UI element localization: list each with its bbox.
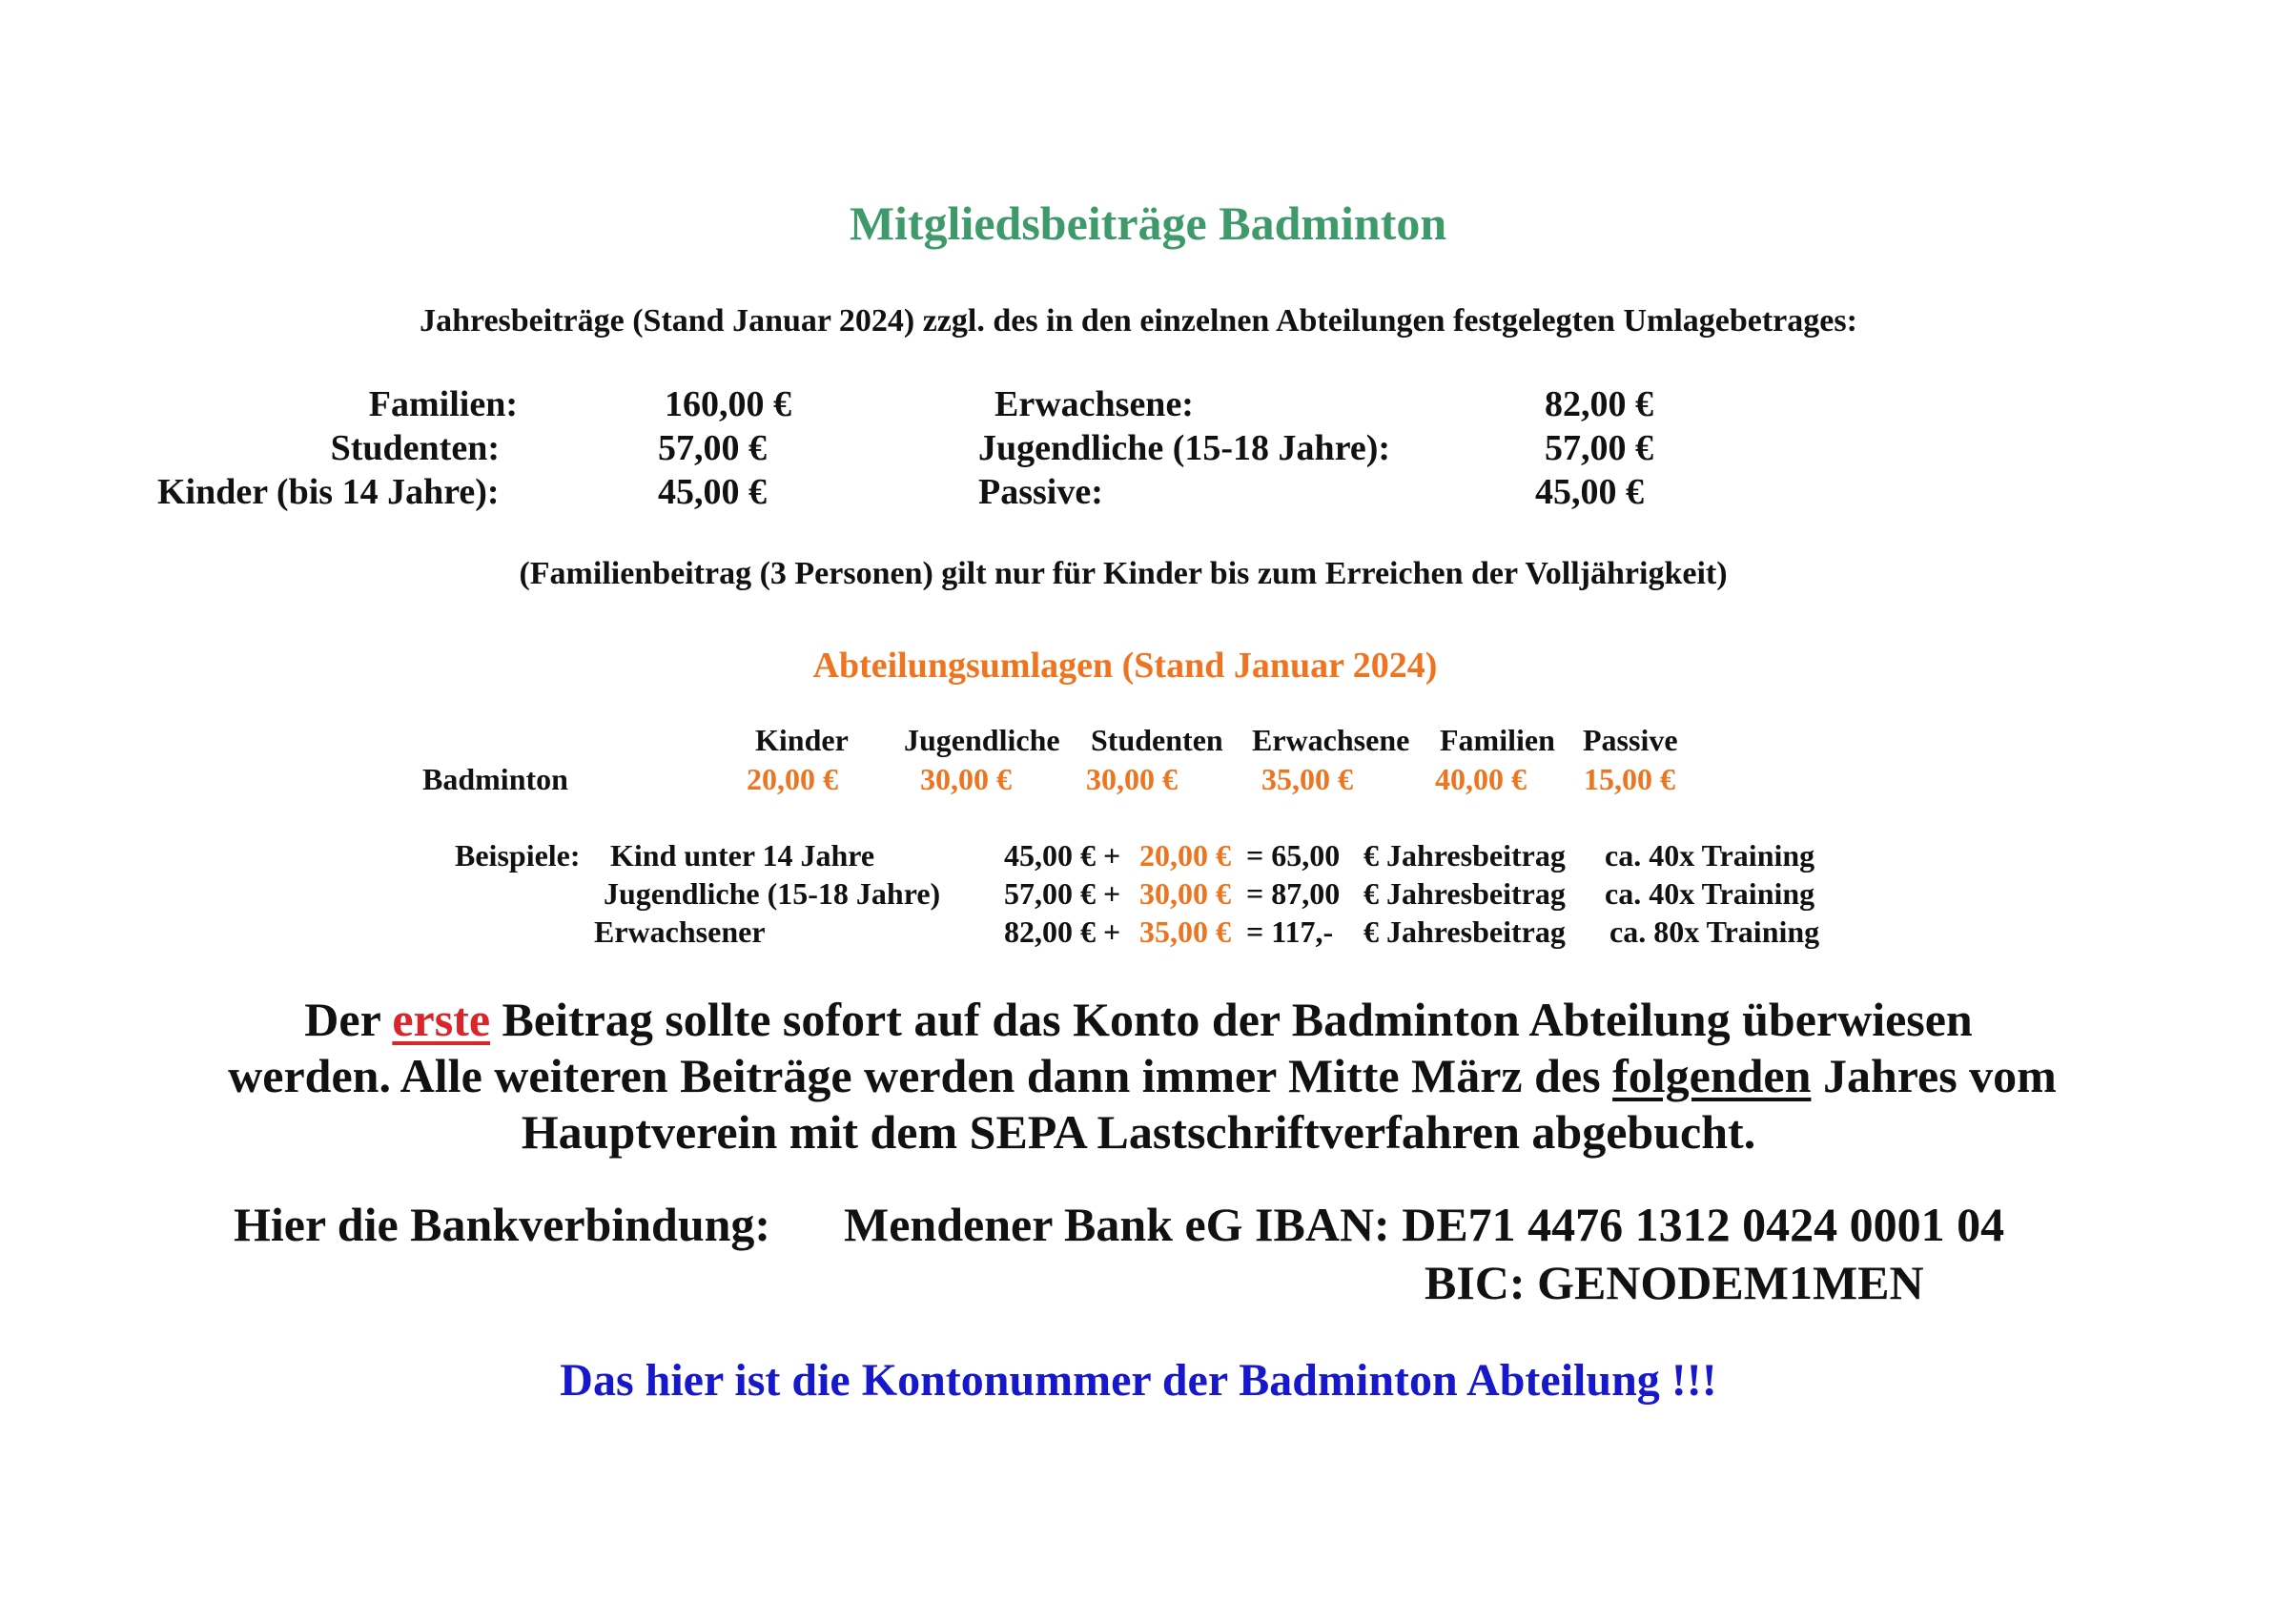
notice-text: Beitrag sollte sofort auf das Konto der Badminton Abteilung überwiesen bbox=[490, 993, 1973, 1046]
notice-emphasis-folgenden: folgenden bbox=[1612, 1049, 1812, 1102]
example-unit: € Jahresbeitrag bbox=[1363, 838, 1566, 873]
fee-passive-value: 45,00 € bbox=[1535, 472, 1644, 512]
fee-kinder-label: Kinder (bis 14 Jahre): bbox=[157, 472, 500, 512]
umlagen-header-erwachsene: Erwachsene bbox=[1252, 723, 1410, 757]
example-training: ca. 40x Training bbox=[1605, 876, 1815, 911]
umlagen-header-kinder: Kinder bbox=[755, 723, 849, 757]
umlagen-title: Abteilungsumlagen (Stand Januar 2024) bbox=[812, 646, 1438, 686]
notice-line-3: Hauptverein mit dem SEPA Lastschriftverfahren abgebucht. bbox=[521, 1105, 1756, 1159]
umlagen-value-familien: 40,00 € bbox=[1435, 762, 1527, 796]
example-who: Kind unter 14 Jahre bbox=[610, 838, 875, 873]
fee-passive-label: Passive: bbox=[978, 472, 1103, 512]
fee-jugendliche-label: Jugendliche (15-18 Jahre): bbox=[978, 428, 1391, 468]
family-note: (Familienbeitrag (3 Personen) gilt nur für Kinder bis zum Erreichen der Volljährigkeit) bbox=[519, 556, 1728, 591]
umlagen-value-studenten: 30,00 € bbox=[1086, 762, 1178, 796]
umlagen-row-label: Badminton bbox=[422, 762, 568, 796]
fee-studenten-label: Studenten: bbox=[330, 428, 500, 468]
example-who: Erwachsener bbox=[594, 914, 766, 949]
notice-line-1 bbox=[0, 992, 2286, 1047]
notice-text: Der bbox=[304, 993, 393, 1046]
example-base: 45,00 € + bbox=[1004, 838, 1121, 873]
notice-text: Jahres vom bbox=[1811, 1049, 2057, 1102]
example-training: ca. 80x Training bbox=[1609, 914, 1820, 949]
example-unit: € Jahresbeitrag bbox=[1363, 914, 1566, 949]
bank-bic-line: BIC: GENODEM1MEN bbox=[1425, 1256, 1924, 1309]
umlagen-value-kinder: 20,00 € bbox=[747, 762, 838, 796]
fee-erwachsene-value: 82,00 € bbox=[1545, 384, 1653, 424]
example-training: ca. 40x Training bbox=[1605, 838, 1815, 873]
example-unit: € Jahresbeitrag bbox=[1363, 876, 1566, 911]
example-total: = 117,- bbox=[1246, 914, 1334, 949]
umlagen-header-jugendliche: Jugendliche bbox=[904, 723, 1060, 757]
example-total: = 87,00 bbox=[1246, 876, 1341, 911]
bank-label: Hier die Bankverbindung: bbox=[234, 1198, 771, 1251]
umlagen-value-erwachsene: 35,00 € bbox=[1261, 762, 1353, 796]
notice-emphasis-erste: erste bbox=[392, 993, 491, 1046]
example-umlage: 35,00 € bbox=[1139, 914, 1231, 949]
bank-iban-line: Mendener Bank eG IBAN: DE71 4476 1312 0424 0001 04 bbox=[844, 1198, 2005, 1251]
example-umlage: 30,00 € bbox=[1139, 876, 1231, 911]
footer-note: Das hier ist die Kontonummer der Badminton Abteilung !!! bbox=[560, 1355, 1717, 1406]
example-base: 57,00 € + bbox=[1004, 876, 1121, 911]
intro-text: Jahresbeiträge (Stand Januar 2024) zzgl. des in den einzelnen Abteilungen festgelegten Umlagebetrages: bbox=[420, 303, 1857, 339]
page-title: Mitgliedsbeiträge Badminton bbox=[849, 196, 1447, 250]
fee-jugendliche-value: 57,00 € bbox=[1545, 428, 1653, 468]
fee-erwachsene-label: Erwachsene: bbox=[994, 384, 1194, 424]
fee-studenten-value: 57,00 € bbox=[658, 428, 767, 468]
fee-kinder-value: 45,00 € bbox=[658, 472, 767, 512]
example-umlage: 20,00 € bbox=[1139, 838, 1231, 873]
umlagen-value-jugendliche: 30,00 € bbox=[920, 762, 1012, 796]
umlagen-value-passive: 15,00 € bbox=[1584, 762, 1675, 796]
fee-familien-label: Familien: bbox=[368, 384, 518, 424]
umlagen-header-familien: Familien bbox=[1440, 723, 1555, 757]
examples-label: Beispiele: bbox=[455, 838, 581, 873]
example-who: Jugendliche (15-18 Jahre) bbox=[604, 876, 941, 911]
example-total: = 65,00 bbox=[1246, 838, 1341, 873]
notice-line-2 bbox=[0, 1048, 2290, 1103]
notice-text: werden. Alle weiteren Beiträge werden dann immer Mitte März des bbox=[228, 1049, 1613, 1102]
example-base: 82,00 € + bbox=[1004, 914, 1121, 949]
umlagen-header-passive: Passive bbox=[1583, 723, 1678, 757]
umlagen-header-studenten: Studenten bbox=[1091, 723, 1223, 757]
fee-familien-value: 160,00 € bbox=[665, 384, 791, 424]
